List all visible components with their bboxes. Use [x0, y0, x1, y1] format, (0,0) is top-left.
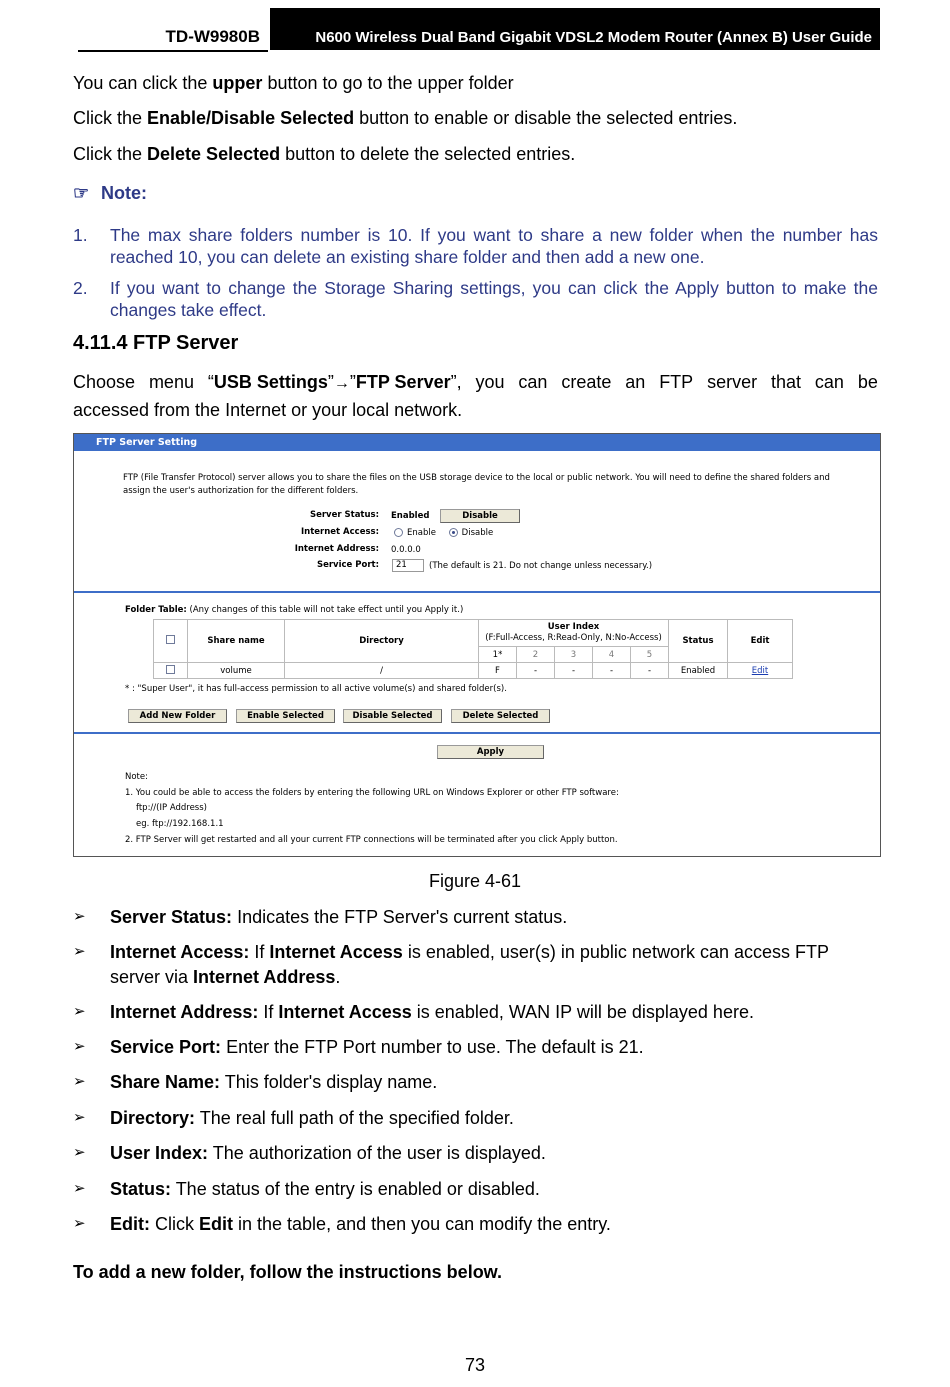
folder-table	[153, 619, 793, 679]
radio-disable[interactable]	[449, 528, 458, 537]
internet-access-radios: Enable Disable	[394, 528, 493, 538]
row-share-name: volume	[188, 663, 285, 679]
figure-titlebar: FTP Server Setting	[74, 434, 880, 451]
row-user-1: F	[479, 663, 517, 679]
delete-selected-button[interactable]: Delete Selected	[451, 709, 550, 723]
row-user-5: -	[631, 663, 669, 679]
figure-divider-1	[74, 591, 880, 593]
add-folder-instruction: To add a new folder, follow the instructions below.	[73, 1262, 503, 1282]
figure-note-1b: eg. ftp://192.168.1.1	[136, 819, 224, 829]
note-item-1: 1. The max share folders number is 10. If you want to share a new folder when the number has reached 10, you can delete an existing share folder and then add a new one.	[73, 225, 878, 267]
ftp-server-figure	[73, 433, 881, 857]
internet-address-label: Internet Address:	[294, 544, 379, 554]
row-user-4: -	[593, 663, 631, 679]
header-title-box	[270, 8, 880, 50]
intro-line-1: You can click the upper button to go to the upper folder	[73, 73, 514, 93]
figure-desc-line1: FTP (File Transfer Protocol) server allows you to share the files on the USB storage device to the local or public network. You will need to define the shared folders and	[123, 473, 830, 483]
bullet-arrow-icon: ➢	[73, 1003, 86, 1020]
service-port-hint: (The default is 21. Do not change unless necessary.)	[429, 561, 653, 571]
internet-address-value: 0.0.0.0	[391, 545, 421, 555]
row-user-3: -	[555, 663, 593, 679]
col-share-name: Share name	[188, 620, 285, 663]
bullet-arrow-icon: ➢	[73, 1144, 86, 1161]
table-footnote: * : "Super User", it has full-access permission to all active volume(s) and shared folder(s).	[125, 684, 507, 694]
figure-note-2: 2. FTP Server will get restarted and all your current FTP connections will be terminated after you click Apply button.	[125, 835, 618, 845]
page-number: 73	[464, 1355, 486, 1375]
service-port-label: Service Port:	[316, 560, 379, 570]
section-paragraph: Choose menu “USB Settings”→”FTP Server”, you can create an FTP server that can be accessed from the Internet or your local network.	[73, 372, 878, 420]
service-port-input[interactable]: 21	[392, 559, 424, 572]
disable-selected-button[interactable]: Disable Selected	[343, 709, 442, 723]
figure-note-label: Note:	[125, 772, 148, 782]
row-edit-link[interactable]: Edit	[751, 665, 769, 676]
apply-button[interactable]: Apply	[437, 745, 544, 759]
internet-access-label: Internet Access:	[300, 527, 379, 537]
pointing-hand-icon: ☞	[73, 183, 90, 203]
figure-note-1a: ftp://(IP Address)	[136, 803, 207, 813]
server-status-value: Enabled	[391, 511, 430, 521]
note-item-2: 2. If you want to change the Storage Sharing settings, you can click the Apply button to make the changes take effect.	[73, 278, 878, 320]
server-status-label: Server Status:	[309, 510, 379, 520]
user-col-5: 5	[631, 647, 669, 663]
bullet-arrow-icon: ➢	[73, 908, 86, 925]
figure-desc-line2: assign the user's authorization for the different folders.	[123, 486, 359, 496]
figure-note-1: 1. You could be able to access the folders by entering the following URL on Windows Explorer or other FTP software:	[125, 788, 619, 798]
user-col-2: 2	[517, 647, 555, 663]
note-heading: ☞ Note:	[73, 183, 147, 203]
bullet-arrow-icon: ➢	[73, 1180, 86, 1197]
bullet-arrow-icon: ➢	[73, 1109, 86, 1126]
header-model-box	[78, 14, 268, 52]
bullet-arrow-icon: ➢	[73, 1038, 86, 1055]
header-title: N600 Wireless Dual Band Gigabit VDSL2 Modem Router (Annex B) User Guide	[315, 29, 872, 46]
radio-enable[interactable]	[394, 528, 403, 537]
col-user-index: User Index (F:Full-Access, R:Read-Only, N:No-Access)	[479, 620, 669, 647]
col-status: Status	[669, 620, 728, 663]
select-all-checkbox[interactable]	[166, 635, 175, 644]
section-heading: 4.11.4 FTP Server	[73, 332, 239, 354]
table-row	[154, 663, 793, 679]
enable-selected-button[interactable]: Enable Selected	[236, 709, 335, 723]
intro-line-3: Click the Delete Selected button to delete the selected entries.	[73, 144, 576, 164]
row-status: Enabled	[669, 663, 728, 679]
figure-divider-2	[74, 732, 880, 734]
add-new-folder-button[interactable]: Add New Folder	[128, 709, 227, 723]
disable-button[interactable]: Disable	[440, 509, 520, 523]
bullet-arrow-icon: ➢	[73, 1073, 86, 1090]
bullet-arrow-icon: ➢	[73, 1215, 86, 1232]
row-directory: /	[285, 663, 479, 679]
user-col-3: 3	[555, 647, 593, 663]
figure-caption: Figure 4-61	[428, 871, 522, 891]
col-directory: Directory	[285, 620, 479, 663]
user-col-4: 4	[593, 647, 631, 663]
intro-line-2: Click the Enable/Disable Selected button to enable or disable the selected entries.	[73, 108, 738, 128]
header-model: TD-W9980B	[165, 27, 260, 46]
col-edit: Edit	[728, 620, 793, 663]
bullet-arrow-icon: ➢	[73, 943, 86, 960]
row-user-2: -	[517, 663, 555, 679]
folder-table-label: Folder Table: (Any changes of this table will not take effect until you Apply it.)	[125, 605, 464, 615]
row-checkbox[interactable]	[166, 665, 175, 674]
user-col-1: 1*	[479, 647, 517, 663]
